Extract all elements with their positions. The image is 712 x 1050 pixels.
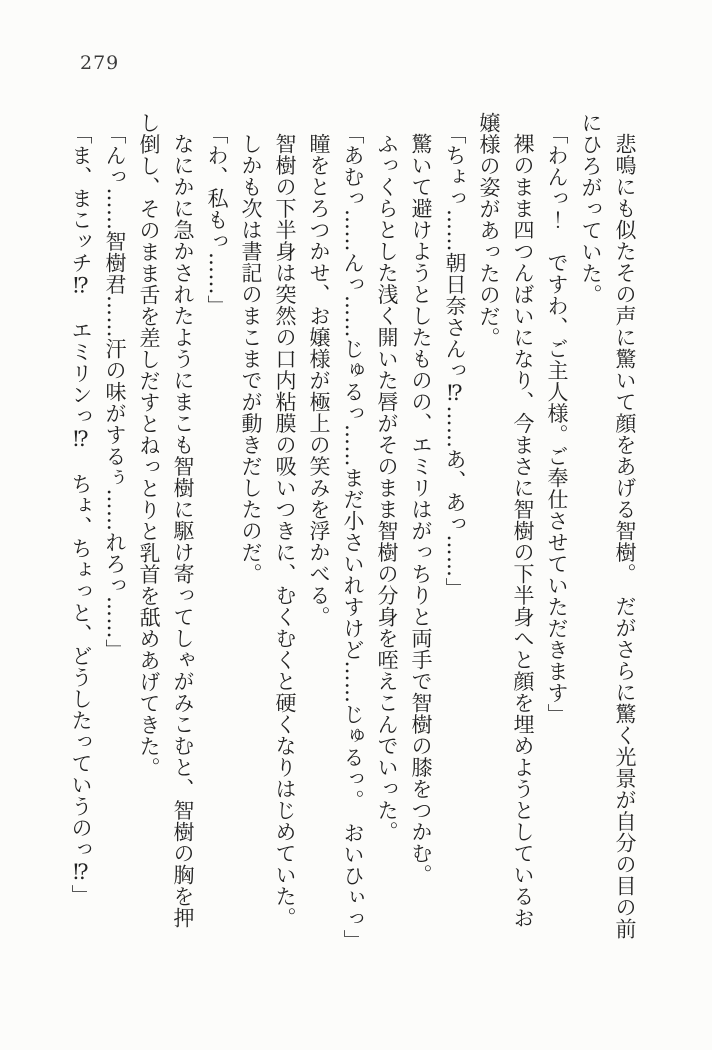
text-line: なにかに急かされたようにまこも智樹に駆け寄ってしゃがみこむと、智樹の胸を押 bbox=[171, 133, 195, 929]
vertical-text-block bbox=[64, 112, 642, 964]
text-line: 嬢様の姿があったのだ。 bbox=[477, 112, 501, 349]
text-line: 「わんっ！ ですわ、ご主人様。ご奉仕させていただきます」 bbox=[545, 122, 569, 725]
text-line: 「わ、私もっ……」 bbox=[205, 122, 229, 316]
text-line: ふっくらとした浅く開いた唇がそのまま智樹の分身を咥えこんでいった。 bbox=[375, 133, 399, 843]
text-line: にひろがっていた。 bbox=[579, 112, 603, 306]
text-line: 驚いて避けようとしたものの、エミリはがっちりと両手で智樹の膝をつかむ。 bbox=[409, 133, 433, 886]
text-line: 「ちょっ……朝日奈さんっ⁉……あ、あっ……」 bbox=[443, 122, 467, 599]
text-line: 「ま、まこッチ⁉ エミリンっ⁉ ちょ、ちょっと、どうしたっていうのっ⁉」 bbox=[69, 122, 93, 906]
text-line: 「あむっ……んっ……じゅるっ……まだ小さいれすけど……じゅるっ。 おいひぃっ」 bbox=[341, 122, 365, 951]
text-line: 「んっ……智樹君……汗の味がするぅ……れろっ……」 bbox=[103, 122, 127, 660]
text-line: 智樹の下半身は突然の口内粘膜の吸いつきに、むくむくと硬くなりはじめていた。 bbox=[273, 133, 297, 929]
text-line: 裸のまま四つんばいになり、今まさに智樹の下半身へと顔を埋めようとしているお bbox=[511, 133, 535, 929]
page-number: 279 bbox=[80, 52, 120, 74]
text-line: しかも次は書記のまこまでが動きだしたのだ。 bbox=[239, 133, 263, 585]
text-line: 悲鳴にも似たその声に驚いて顔をあげる智樹。 だがさらに驚く光景が自分の目の前 bbox=[613, 133, 637, 940]
text-line: 瞳をとろつかせ、お嬢様が極上の笑みを浮かべる。 bbox=[307, 133, 331, 628]
text-line: し倒し、そのまま舌を差しだすとねっとりと乳首を舐めあげてきた。 bbox=[137, 112, 161, 779]
